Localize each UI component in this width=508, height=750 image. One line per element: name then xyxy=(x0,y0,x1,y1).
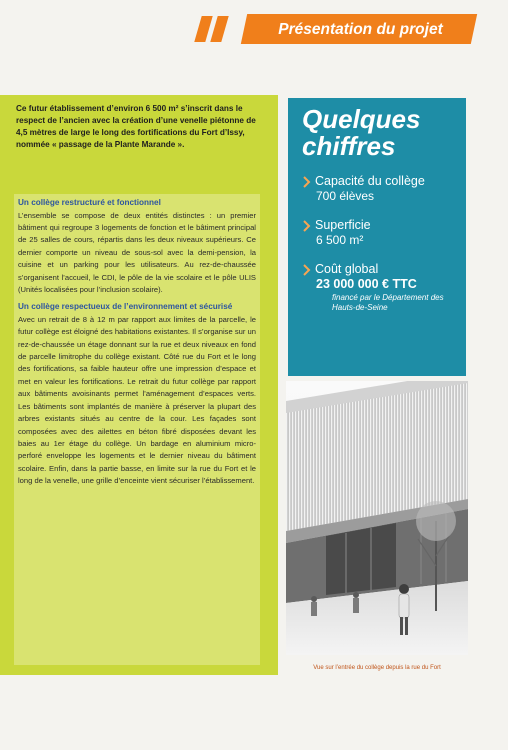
section-paragraph: L’ensemble se compose de deux entités distinctes : un premier bâtiment qui regroupe 3 logements de fonction et le bâtiment principal de 25 salles de cours, répartis dans les deux niveaux supérieurs. Ce dernier comporte un niveau de sous-sol avec la demi-pension, la cuisine et un parking pour les utilisateurs. Au rez-de-chaussée s’organisent l’accueil, le CDI, le pôle de la vie scolaire et le pôle ULIS (Unités localisées pour l’inclusion scolaire). xyxy=(18,210,256,294)
intro-block xyxy=(0,95,278,151)
chevron-right-icon xyxy=(302,263,312,277)
section-heading: Un collège restructuré et fonctionnel xyxy=(18,198,161,207)
stat-note: financé par le Département des Hauts-de-Seine xyxy=(332,293,444,312)
chevron-right-icon xyxy=(302,175,312,189)
header-stripe xyxy=(194,16,212,42)
section-paragraph: Avec un retrait de 8 à 12 m par rapport aux limites de la parcelle, le futur collège est éloigné des habitations existantes. Il s’organise sur un rez-de-chaussée un étage donnant sur la rue et deux niveaux en fond de parcelle limitrophe du collège existant. Côté rue du Fort et le long des fortifications, sa faible hauteur offre une impression d’espace et met en valeur les fortifications. Le retrait du futur collège par rapport aux bâtiments avoisinants permet l’aménagement d’espaces verts. Les bâtiments sont implantés de manière à préserver la plupart des arbres existants situés au centre de la cour. Les façades sont composées avec des ailettes en béton fibré disposées devant les baies au 1er étage du collège. Un bardage en aluminium micro-perforé enveloppe les logements et le dernier niveau du bâtiment scolaire. Enfin, dans la partie basse, en limite sur la rue du Fort et le long de la venelle, une grille d’enceinte vient sécuriser l’établissement. xyxy=(18,314,256,486)
key-figures-title-line: chiffres xyxy=(302,131,396,161)
header-decoration xyxy=(198,16,225,42)
chevron-right-icon xyxy=(302,219,312,233)
stat-area xyxy=(302,218,454,248)
stat-value: 700 élèves xyxy=(316,189,375,203)
key-figures-box xyxy=(288,98,466,376)
stat-label: Capacité du collège xyxy=(315,174,425,188)
building-rendering-illustration xyxy=(286,381,468,655)
header-stripe xyxy=(210,16,228,42)
stat-value: 6 500 m² xyxy=(316,233,364,247)
stat-cost xyxy=(302,262,454,312)
building-rendering xyxy=(286,381,468,655)
stat-capacity xyxy=(302,174,454,204)
section-heading: Un collège respectueux de l’environnement et sécurisé xyxy=(18,302,233,312)
key-figures-title xyxy=(302,106,454,160)
body-text-block xyxy=(14,194,260,665)
stat-value: 23 000 000 € TTC xyxy=(316,277,417,291)
stat-label: Superficie xyxy=(315,218,371,232)
intro-paragraph: Ce futur établissement d’environ 6 500 m² s’inscrit dans le respect de l’ancien avec la création d’une venelle piétonne de 4,5 mètres de large le long des fortifications du Fort d’Issy, nommée « passage de la Plante Marande ». xyxy=(16,104,256,149)
stat-label: Coût global xyxy=(315,262,379,276)
key-figures-title-line: Quelques xyxy=(302,104,421,134)
page-title: Présentation du projet xyxy=(278,21,443,38)
image-caption: Vue sur l’entrée du collège depuis la rue du Fort xyxy=(313,665,441,671)
